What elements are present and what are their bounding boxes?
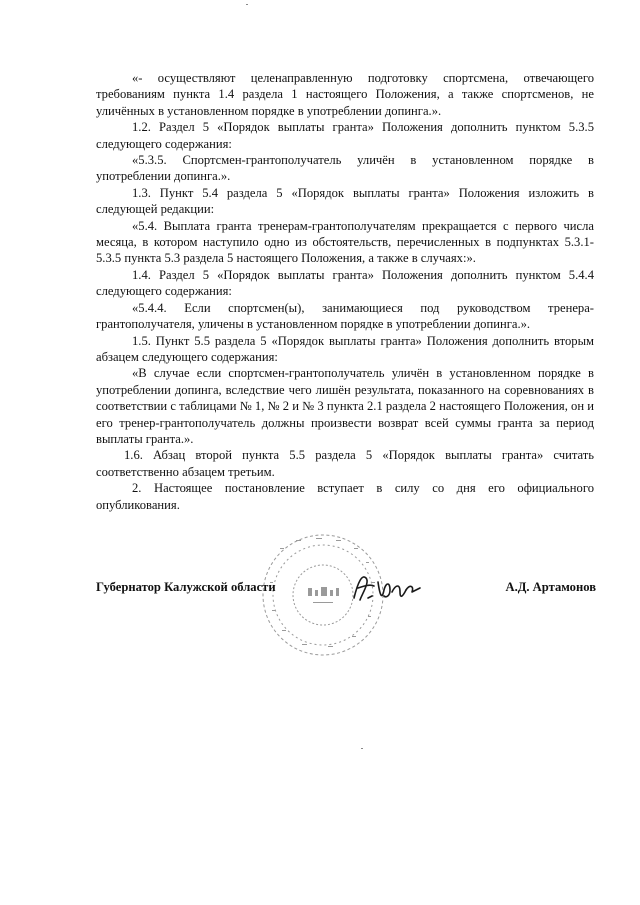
signer-position-title: Губернатор Калужской области xyxy=(96,580,276,594)
paragraph-quote-5-3-5: «5.3.5. Спортсмен-грантополучатель уличён в установленном порядке в употреблении допинга.». xyxy=(96,153,594,184)
document-body xyxy=(96,70,594,513)
paragraph-quote-1: «- осуществляют целенаправленную подготовку спортсмена, отвечающего требованиям пункта 1.4 раздела 1 настоящего Положения, а также спортсменов, не уличённых в установленном порядке в употреблении допинга.». xyxy=(96,71,594,118)
paragraph-quote-5-4-4: «5.4.4. Если спортсмен(ы), занимающиеся под руководством тренера-грантополучателя, уличены в установленном порядке в употреблении допинга.». xyxy=(96,300,594,332)
signer-name: А.Д. Артамонов xyxy=(505,580,596,594)
paragraph-1-4: 1.4. Раздел 5 «Порядок выплаты гранта» Положения дополнить пунктом 5.4.4 следующего содержания: xyxy=(96,267,594,299)
paragraph-1-6: 1.6. Абзац второй пункта 5.5 раздела 5 «Порядок выплаты гранта» считать соответственно абзацем третьим. xyxy=(96,448,594,479)
paragraph-1-5: 1.5. Пункт 5.5 раздела 5 «Порядок выплаты гранта» Положения дополнить вторым абзацем следующего содержания: xyxy=(96,333,594,364)
signature-block xyxy=(96,580,596,604)
paragraph-1-3: 1.3. Пункт 5.4 раздела 5 «Порядок выплаты гранта» Положения изложить в следующей редакции: xyxy=(96,185,594,217)
paragraph-1-2: 1.2. Раздел 5 «Порядок выплаты гранта» Положения дополнить пунктом 5.3.5 следующего содержания: xyxy=(96,120,594,151)
scan-speck xyxy=(246,4,248,5)
paragraph-2: 2. Настоящее постановление вступает в силу со дня его официального опубликования. xyxy=(96,481,594,512)
paragraph-quote-5-5: «В случае если спортсмен-грантополучатель уличён в установленном порядке в употреблении допинга, вследствие чего лишён результата, показанного на соревнованиях в соответствии с таблицами № 1, № 2 и № 3 пункта 2.1 раздела 2 настоящего Положения, он и его тренер-грантополучатель должны произвести возврат всей суммы гранта за период выплаты гранта.». xyxy=(96,366,594,446)
paragraph-quote-5-4: «5.4. Выплата гранта тренерам-грантополучателям прекращается с первого числа месяца, в котором наступило одно из обстоятельств, перечисленных в подпунктах 5.3.1-5.3.5 пункта 5.3 раздела 5 настоящего Положения, а также в случаях:». xyxy=(96,218,594,266)
scan-speck xyxy=(361,748,363,749)
